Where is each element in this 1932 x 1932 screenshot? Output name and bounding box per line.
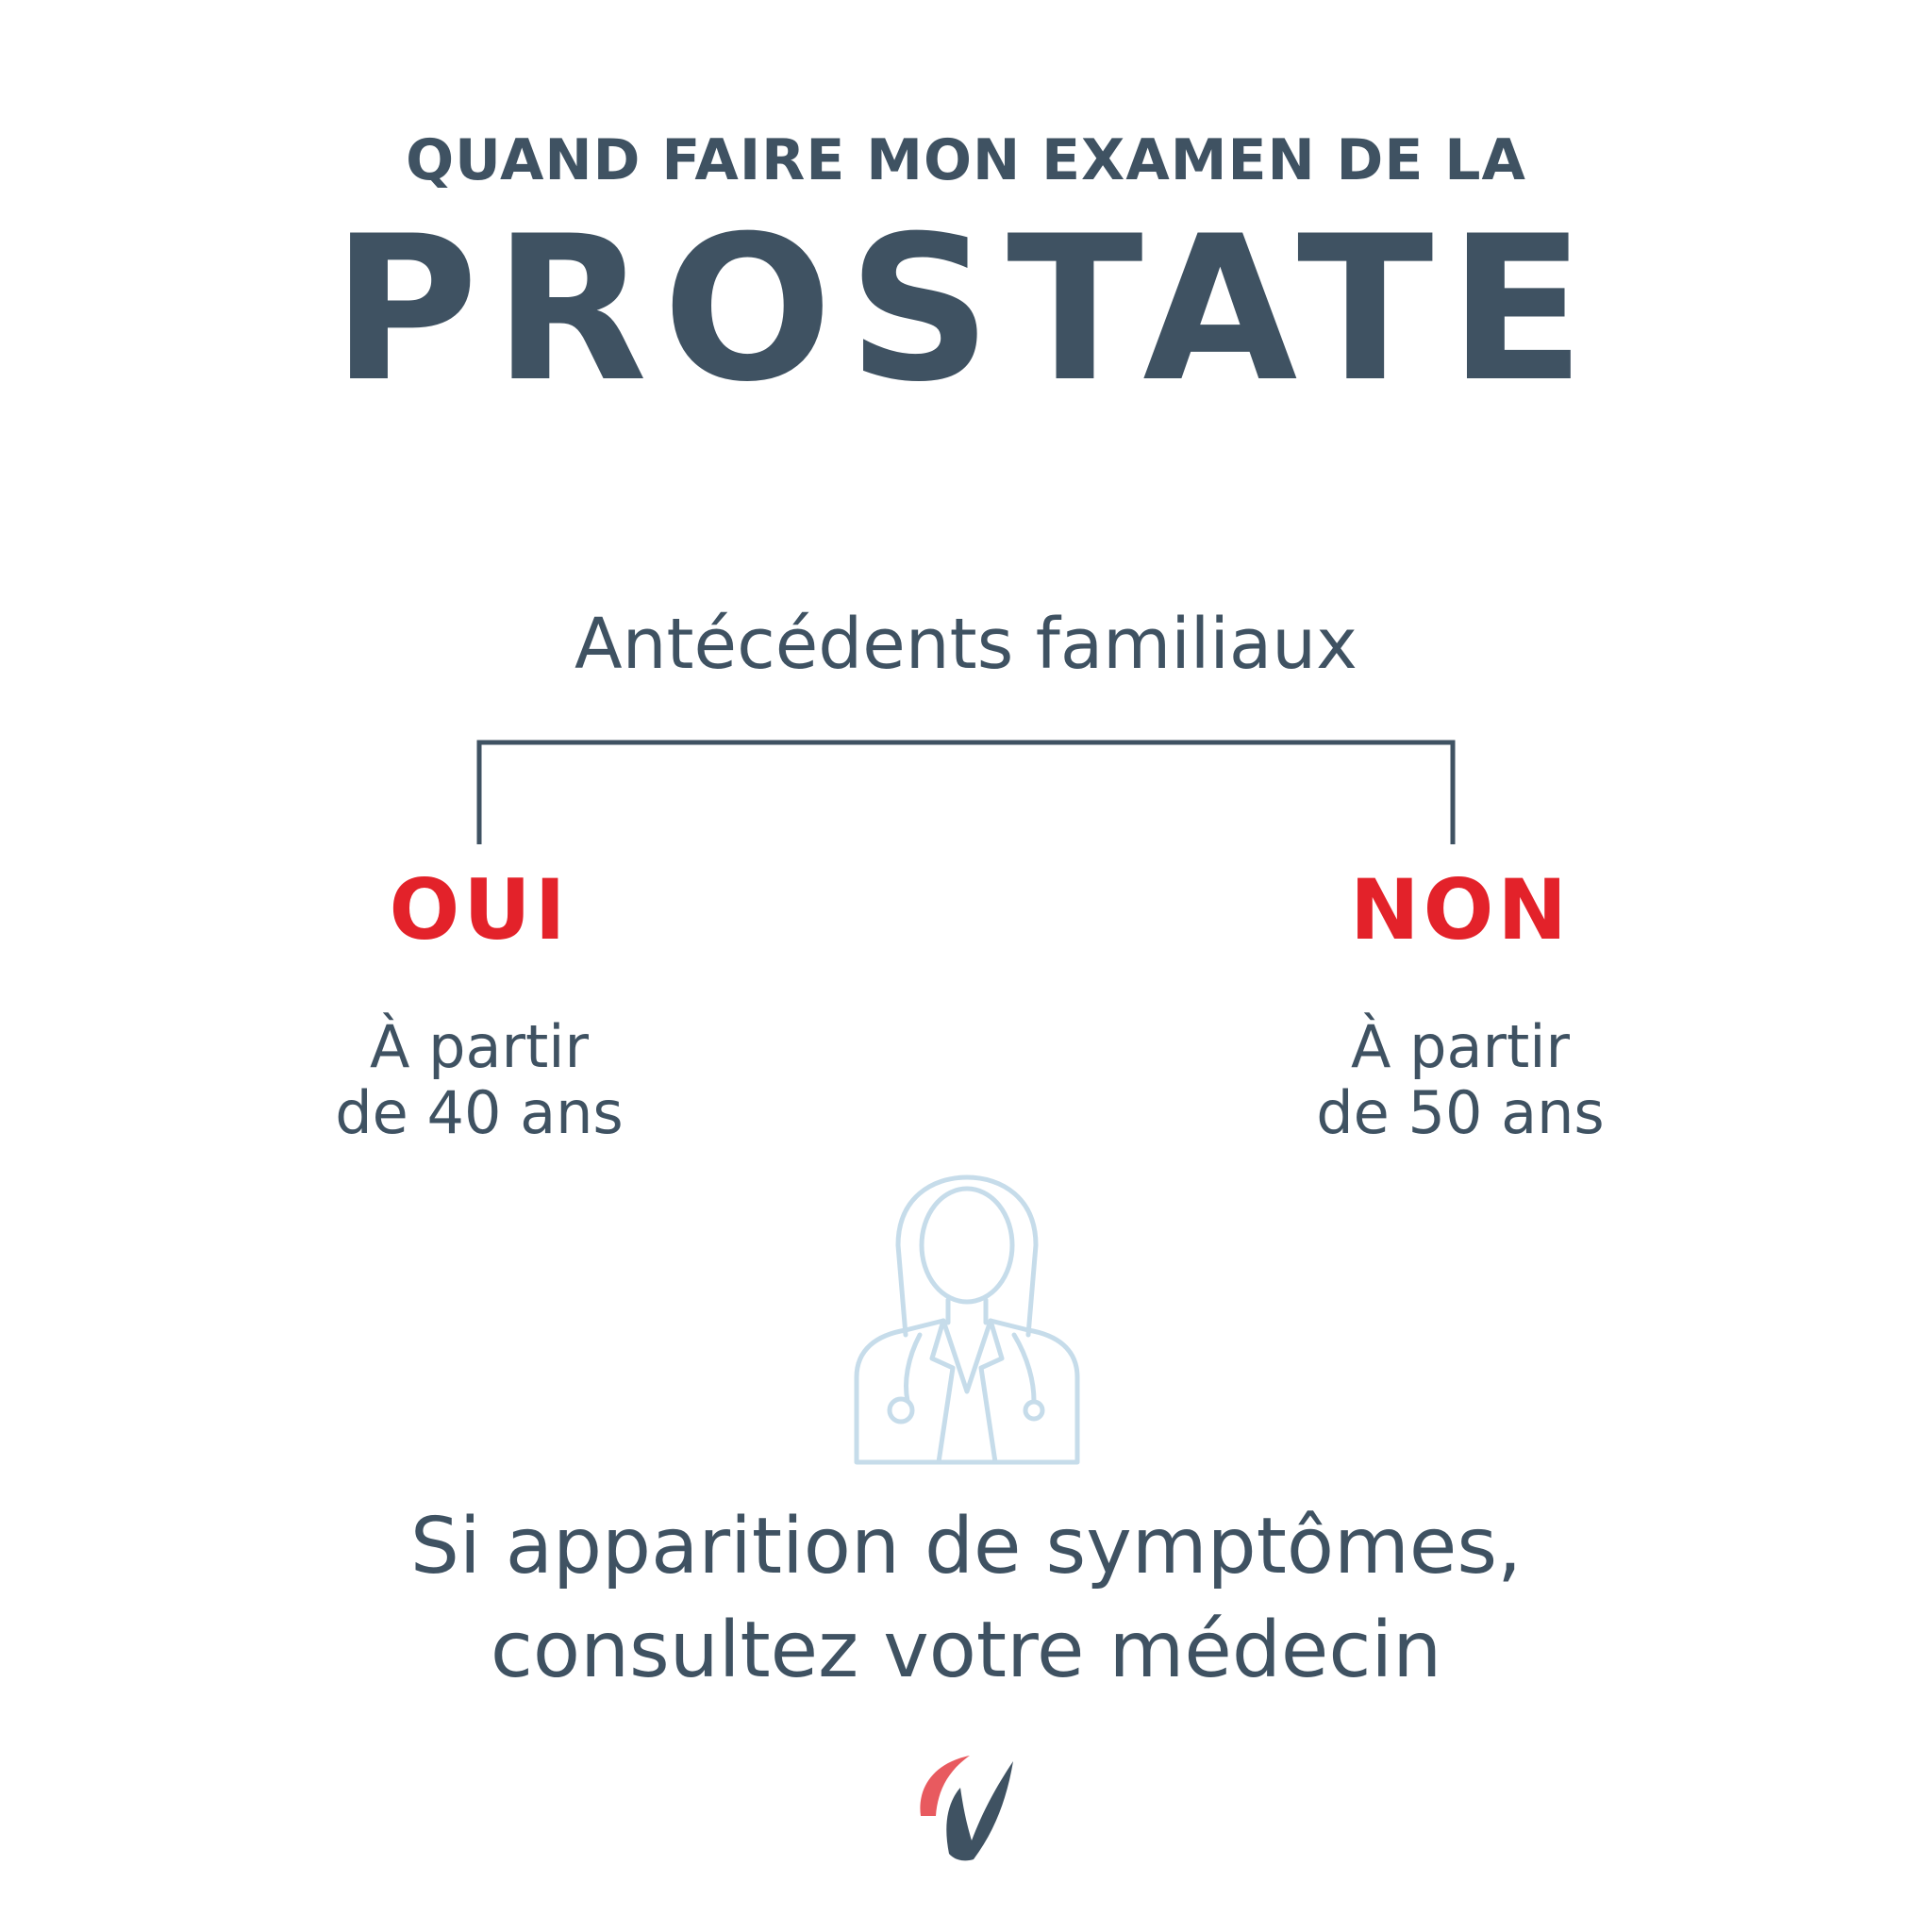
header-subtitle: QUAND FAIRE MON EXAMEN DE LA <box>406 127 1526 193</box>
answer-no-detail <box>1224 1014 1696 1146</box>
question-label: Antécédents familiaux <box>575 604 1357 685</box>
brand-logo-icon <box>915 1750 1019 1863</box>
advice-text <box>0 1495 1932 1703</box>
answer-yes-detail-line1: À partir <box>370 1012 589 1081</box>
tree-bracket-line <box>479 742 1453 844</box>
advice-line1: Si apparition de symptômes, <box>409 1502 1523 1591</box>
advice-line2: consultez votre médecin <box>490 1606 1442 1695</box>
answer-yes-detail-line2: de 40 ans <box>335 1078 624 1147</box>
doctor-icon <box>849 1170 1085 1472</box>
answer-yes-detail <box>243 1014 715 1146</box>
page-title: PROSTATE <box>331 192 1601 425</box>
answer-no-label: NON <box>1349 861 1572 958</box>
answer-no-detail-line1: À partir <box>1351 1012 1570 1081</box>
answer-yes-label: OUI <box>389 861 570 958</box>
answer-no-detail-line2: de 50 ans <box>1316 1078 1605 1147</box>
